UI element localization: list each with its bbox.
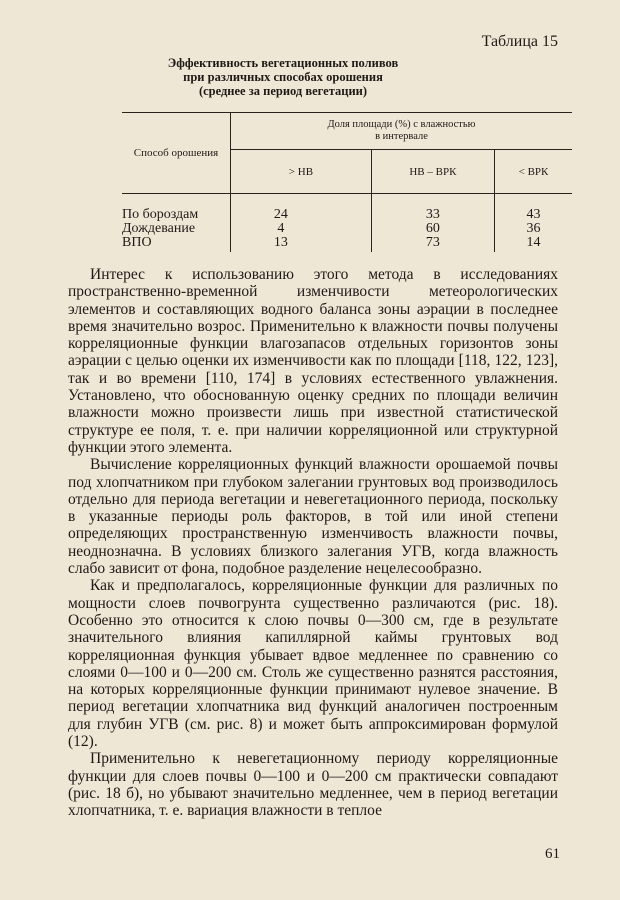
- row-label: По бороздам: [122, 194, 231, 223]
- table-cell: 36: [526, 221, 541, 236]
- table-label: Таблица 15: [481, 33, 558, 50]
- table-row: [122, 222, 572, 236]
- body-text: [68, 266, 558, 820]
- table-cell: 43: [526, 207, 541, 222]
- row-label: Дождевание: [122, 222, 231, 236]
- paragraph: Вычисление корреляционных функций влажности орошаемой почвы под хлопчатником при глубоком залегании грунтовых вод производилось отдельно для периода вегетации и невегетационного периода, поскольку в указанные периоды роль факторов, в той или иной степени определяющих пространственную изменчивость влажности почвы, неоднозначна. В условиях близкого залегания УГВ, когда влажность слабо зависит от фона, подобное разделение нецелесообразно.: [68, 456, 558, 578]
- table-title-line: Эффективность вегетационных поливов: [167, 56, 399, 70]
- table-title-line: (среднее за период вегетации): [198, 84, 368, 98]
- column-header: < ВРК: [494, 150, 572, 194]
- page-number: 61: [545, 846, 560, 862]
- table-cell: 4: [231, 222, 372, 236]
- irrigation-table: [122, 112, 572, 252]
- table-title: [120, 56, 446, 98]
- group-header: [231, 113, 573, 150]
- group-header-line: Доля площади (%) с влажностью: [327, 119, 476, 130]
- paragraph: Интерес к использованию этого метода в исследованиях пространственно-временной изменчивости метеорологических элементов и составляющих водного баланса зоны аэрации в последнее время значительно возрос. Применительно к влажности почвы получены корреляционные функции влагозапасов отдельных горизонтов зоны аэрации с целью оценки их изменчивости как по площади [118, 122, 123], так и во времени [110, 174] в условиях естественного увлажнения. Установлено, что обоснованную оценку средних по площади величин влажности можно произвести лишь при известной статистической структуре ее поля, т. е. при наличии корреляционной или структурной функции этого элемента.: [68, 266, 558, 456]
- table-cell: 13: [231, 236, 372, 252]
- table-cell: 73: [371, 236, 494, 252]
- column-header: > НВ: [231, 150, 372, 194]
- group-header-line: в интервале: [375, 131, 428, 142]
- table-title-line: при различных способах орошения: [183, 70, 383, 84]
- table-cell: 14: [526, 235, 541, 250]
- table-cell: 33: [371, 194, 494, 223]
- paragraph: Применительно к невегетационному периоду корреляционные функции для слоев почвы 0—100 и 0—200 см практически совпадают (рис. 18 б), но убывают значительно медленнее, чем в период вегетации хлопчатника, т. е. вариация влажности в теплое: [68, 750, 558, 820]
- table-cell: 60: [371, 222, 494, 236]
- column-header: НВ – ВРК: [371, 150, 494, 194]
- table-row: [122, 236, 572, 252]
- row-label: ВПО: [122, 236, 231, 252]
- paragraph: Как и предполагалось, корреляционные функции для различных по мощности слоев почвогрунта существенно различаются (рис. 18). Особенно это относится к слою почвы 0—300 см, где в результате значительного влияния капиллярной каймы грунтовых вод корреляционная функция убывает вдвое медленнее по сравнению со слоями 0—100 и 0—200 см. Столь же существенно разнятся расстояния, на которых корреляционные функции принимают нулевое значение. В период вегетации хлопчатника вид функций аналогичен построенным для глубин УГВ (см. рис. 8) и может быть аппроксимирован формулой (12).: [68, 577, 558, 751]
- table-cell: 24: [231, 194, 372, 223]
- method-header: Способ орошения: [122, 113, 231, 194]
- table-row: [122, 194, 572, 223]
